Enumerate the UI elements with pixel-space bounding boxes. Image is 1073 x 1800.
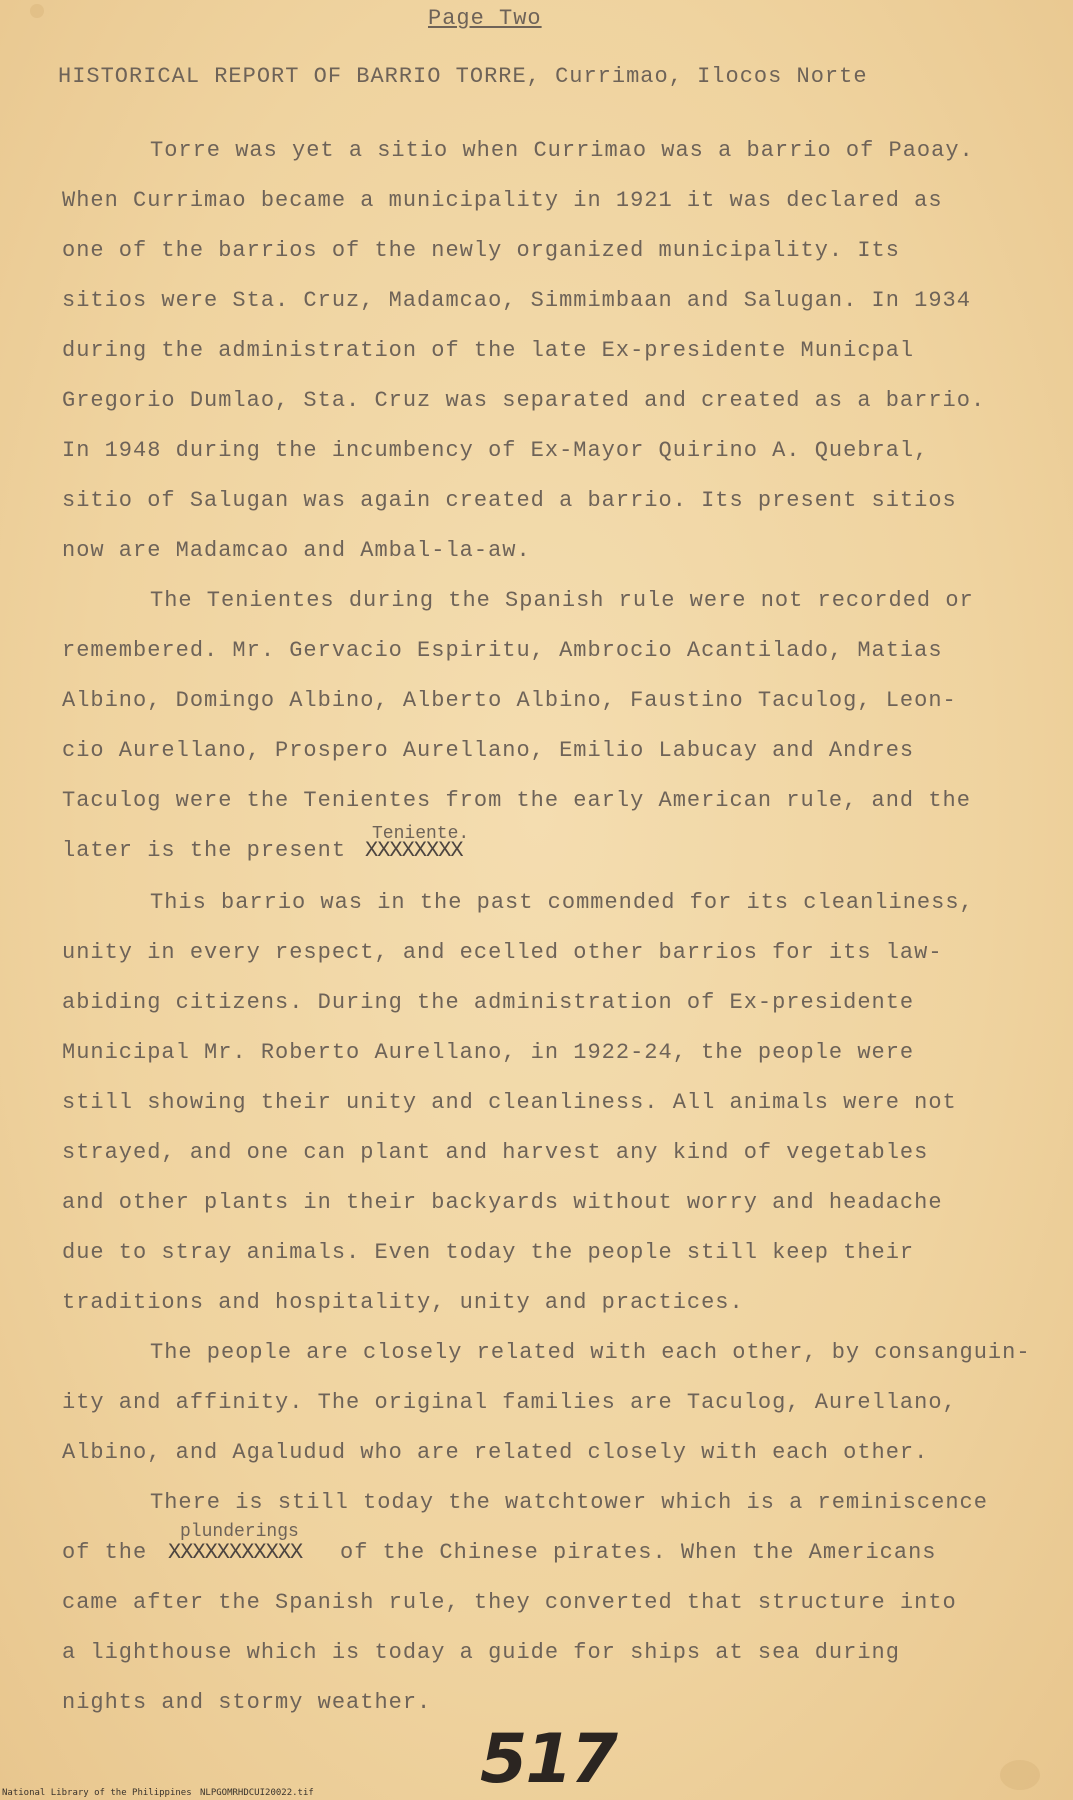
inserted-word-plunderings: plunderings — [180, 1522, 299, 1542]
text-line: later is the present — [62, 838, 347, 863]
text-line: This barrio was in the past commended for its cleanliness, — [150, 890, 974, 915]
footer-source: National Library of the Philippines — [2, 1788, 192, 1798]
footer-filename: NLPGOMRHDCUI20022.tif — [200, 1788, 314, 1798]
text-line: Gregorio Dumlao, Sta. Cruz was separated and created as a barrio. — [62, 388, 986, 413]
text-line: of the — [62, 1540, 148, 1565]
text-line: There is still today the watchtower which is a reminiscence — [150, 1490, 988, 1515]
text-line: still showing their unity and cleanliness. All animals were not — [62, 1090, 957, 1115]
text-line: cio Aurellano, Prospero Aurellano, Emilio Labucay and Andres — [62, 738, 915, 763]
text-line: one of the barrios of the newly organized municipality. Its — [62, 238, 900, 263]
paper-stain — [30, 4, 44, 18]
text-line: now are Madamcao and Ambal-la-aw. — [62, 538, 531, 563]
paper-stain — [1000, 1760, 1040, 1790]
page-label: Page Two — [428, 6, 542, 31]
text-line: traditions and hospitality, unity and practices. — [62, 1290, 744, 1315]
text-line: Taculog were the Tenientes from the early American rule, and the — [62, 788, 971, 813]
text-line: unity in every respect, and ecelled other barrios for its law- — [62, 940, 943, 965]
text-line: The people are closely related with each other, by consanguin- — [150, 1340, 1031, 1365]
text-line: Municipal Mr. Roberto Aurellano, in 1922-24, the people were — [62, 1040, 915, 1065]
text-line: strayed, and one can plant and harvest any kind of vegetables — [62, 1140, 929, 1165]
text-line: In 1948 during the incumbency of Ex-Mayor Quirino A. Quebral, — [62, 438, 929, 463]
page-number: 517 — [480, 1720, 616, 1799]
text-line: and other plants in their backyards without worry and headache — [62, 1190, 943, 1215]
struck-word: XXXXXXXX — [365, 838, 463, 863]
text-line: sitios were Sta. Cruz, Madamcao, Simmimbaan and Salugan. In 1934 — [62, 288, 971, 313]
text-line: Torre was yet a sitio when Currimao was a barrio of Paoay. — [150, 138, 974, 163]
text-line: ity and affinity. The original families are Taculog, Aurellano, — [62, 1390, 957, 1415]
text-line: Albino, and Agaludud who are related closely with each other. — [62, 1440, 929, 1465]
text-line: sitio of Salugan was again created a barrio. Its present sitios — [62, 488, 957, 513]
text-line: came after the Spanish rule, they converted that structure into — [62, 1590, 957, 1615]
text-line: The Tenientes during the Spanish rule were not recorded or — [150, 588, 974, 613]
struck-word: XXXXXXXXXXX — [168, 1540, 303, 1565]
report-heading: HISTORICAL REPORT OF BARRIO TORRE, Currimao, Ilocos Norte — [58, 64, 868, 89]
text-line: abiding citizens. During the administration of Ex-presidente — [62, 990, 915, 1015]
text-line: Albino, Domingo Albino, Alberto Albino, Faustino Taculog, Leon- — [62, 688, 957, 713]
text-line: a lighthouse which is today a guide for ships at sea during — [62, 1640, 900, 1665]
text-line: due to stray animals. Even today the people still keep their — [62, 1240, 915, 1265]
text-line: of the Chinese pirates. When the Americans — [340, 1540, 937, 1565]
inserted-word-teniente: Teniente. — [372, 824, 470, 844]
text-line: during the administration of the late Ex-presidente Municpal — [62, 338, 915, 363]
text-line: When Currimao became a municipality in 1921 it was declared as — [62, 188, 943, 213]
text-line: remembered. Mr. Gervacio Espiritu, Ambrocio Acantilado, Matias — [62, 638, 943, 663]
text-line: nights and stormy weather. — [62, 1690, 432, 1715]
